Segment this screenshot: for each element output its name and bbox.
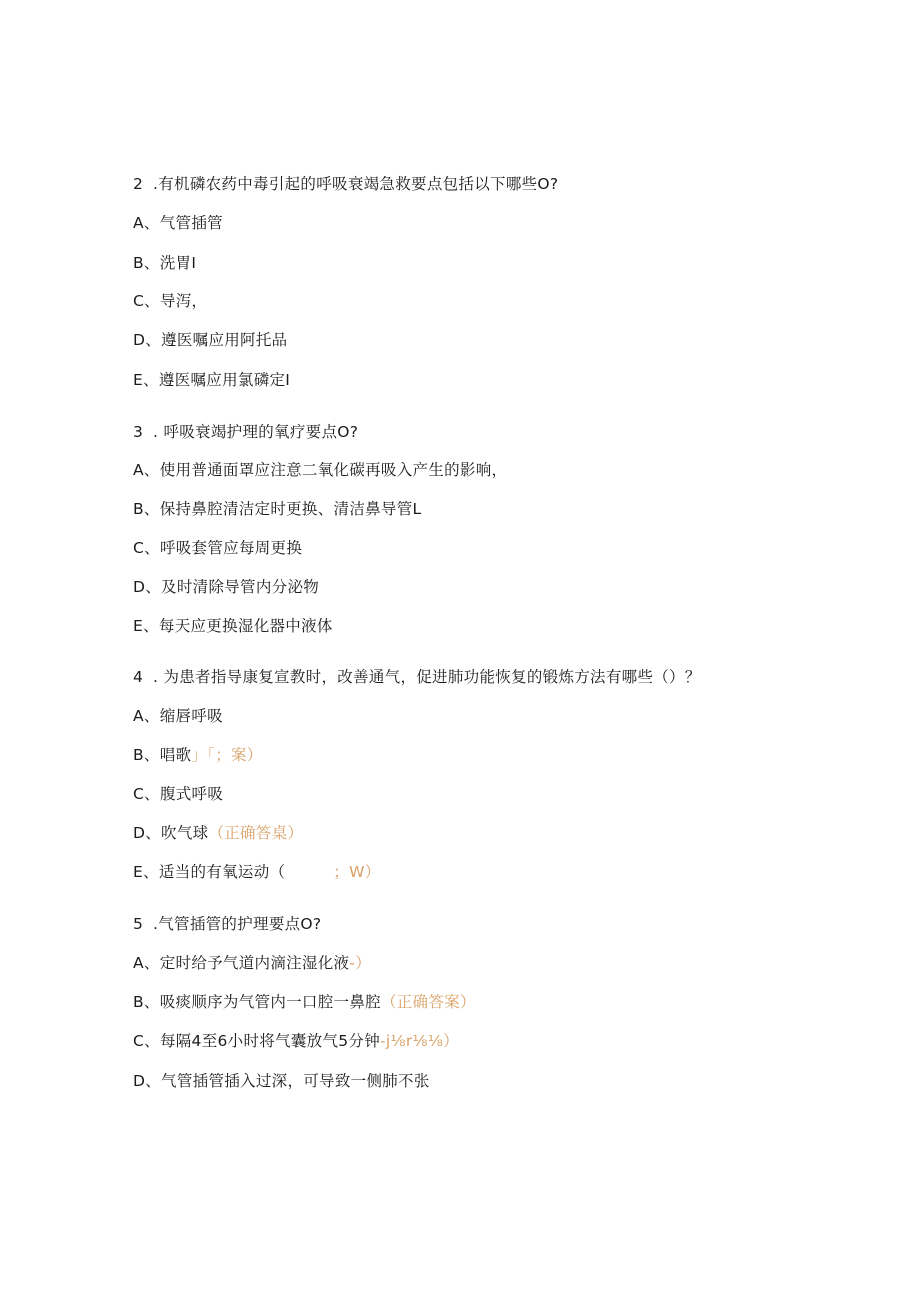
option-5a <box>133 951 371 975</box>
question-number: 3 <box>133 423 144 441</box>
option-3b <box>133 497 421 521</box>
option-letter: E、 <box>133 863 159 881</box>
option-text: 每隔4至6小时将气囊放气5分钟 <box>159 1032 381 1050</box>
option-3c <box>133 536 302 560</box>
option-text: 气管插管插入过深，可导致一侧肺不张 <box>161 1072 430 1090</box>
question-number: 5 <box>133 915 144 933</box>
option-text: 气管插管 <box>159 214 223 232</box>
question-text: .有机磷农药中毒引起的呼吸衰竭急救要点包括以下哪些O? <box>153 175 559 193</box>
option-text: 腹式呼吸 <box>159 785 224 803</box>
option-3e <box>133 614 333 638</box>
option-letter: C、 <box>133 292 160 310</box>
option-text: 洗胃I <box>159 254 197 272</box>
option-4d <box>133 821 303 845</box>
option-text: 遵医嘱应用阿托品 <box>161 331 288 349</box>
option-text: 呼吸套管应每周更换 <box>159 539 303 557</box>
option-letter: C、 <box>133 539 160 557</box>
option-4a <box>133 704 223 728</box>
question-text: .气管插管的护理要点O? <box>153 915 322 933</box>
question-number: 4 <box>133 668 144 686</box>
option-text: 每天应更换湿化器中液体 <box>158 617 333 635</box>
option-letter: A、 <box>133 461 160 479</box>
option-text: 遵医嘱应用氯磷定I <box>158 371 291 389</box>
option-letter: D、 <box>133 578 162 596</box>
option-text: 使用普通面罩应注意二氧化碳再吸入产生的影响， <box>159 461 508 479</box>
option-text: 吹气球 <box>161 824 209 842</box>
option-letter: E、 <box>133 617 159 635</box>
question-3 <box>133 420 358 444</box>
option-letter: C、 <box>133 1032 160 1050</box>
option-text: 适当的有氧运动（ <box>158 863 286 881</box>
question-5 <box>133 912 321 936</box>
option-2e <box>133 368 290 392</box>
option-letter: B、 <box>133 254 160 272</box>
question-2 <box>133 172 558 196</box>
option-4c <box>133 782 223 806</box>
question-number: 2 <box>133 175 144 193</box>
option-text: 及时清除导管内分泌物 <box>161 578 320 596</box>
question-4 <box>133 665 701 689</box>
option-letter: A、 <box>133 707 160 725</box>
option-letter: D、 <box>133 331 162 349</box>
option-letter: E、 <box>133 371 159 389</box>
question-text: . 为患者指导康复宣教时，改善通气，促进肺功能恢复的锻炼方法有哪些（）？ <box>153 668 701 686</box>
option-4b <box>133 743 263 767</box>
question-text: . 呼吸衰竭护理的氧疗要点O? <box>153 423 359 441</box>
option-5c <box>133 1029 459 1053</box>
option-letter: C、 <box>133 785 160 803</box>
option-2d <box>133 328 287 352</box>
option-letter: A、 <box>133 214 160 232</box>
answer-mark: ；W） <box>333 863 381 881</box>
option-letter: D、 <box>133 1072 162 1090</box>
option-5d <box>133 1069 430 1093</box>
option-letter: B、 <box>133 993 160 1011</box>
option-2c <box>133 289 207 313</box>
option-letter: B、 <box>133 500 160 518</box>
option-3d <box>133 575 319 599</box>
answer-mark: -j⅛r⅛⅛） <box>380 1032 459 1050</box>
option-letter: B、 <box>133 746 160 764</box>
answer-mark: 」「；案） <box>191 746 263 764</box>
option-2a <box>133 211 223 235</box>
option-5b <box>133 990 476 1014</box>
option-3a <box>133 458 507 482</box>
option-letter: A、 <box>133 954 160 972</box>
option-letter: D、 <box>133 824 162 842</box>
answer-mark: -） <box>349 954 372 972</box>
option-text: 导泻， <box>159 292 208 310</box>
option-4e <box>133 860 381 884</box>
option-text: 唱歌 <box>159 746 192 764</box>
answer-mark: （正确答案） <box>380 993 476 1011</box>
option-text: 定时给予气道内滴注湿化液 <box>159 954 350 972</box>
option-text: 缩唇呼吸 <box>159 707 223 725</box>
option-2b <box>133 251 196 275</box>
option-text: 保持鼻腔清洁定时更换、清洁鼻导管L <box>159 500 422 518</box>
option-text: 吸痰顺序为气管内一口腔一鼻腔 <box>159 993 381 1011</box>
answer-mark: （正确答桌） <box>208 824 304 842</box>
